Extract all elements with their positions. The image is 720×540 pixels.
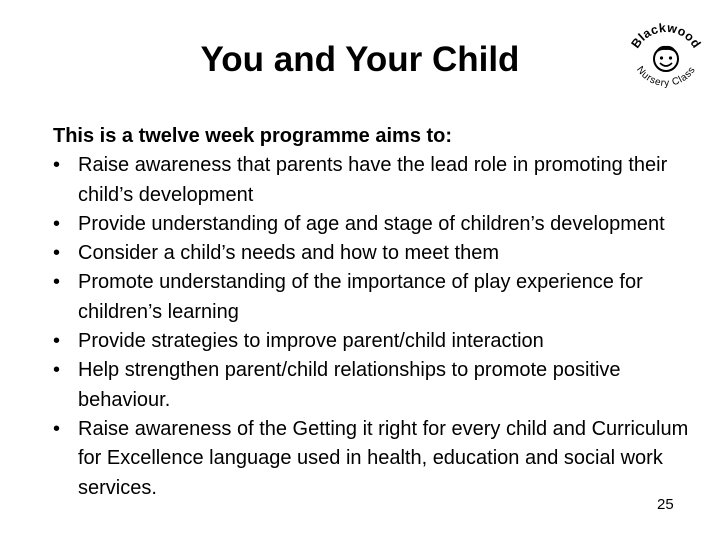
- bullet-item: [53, 356, 693, 415]
- bullet-text: Promote understanding of the importance of play experience for children’s learning: [78, 271, 643, 323]
- logo-text-bottom: Nursery Class: [634, 64, 698, 90]
- bullet-text: Help strengthen parent/child relationships to promote positive behaviour.: [78, 359, 621, 411]
- bullet-text: Raise awareness that parents have the lead role in promoting their child’s development: [78, 154, 668, 206]
- bullet-icon: •: [53, 330, 61, 353]
- bullet-text: Provide strategies to improve parent/child interaction: [78, 330, 544, 353]
- svg-text:Nursery Class: [634, 64, 698, 89]
- blackwood-nursery-class-logo: [620, 12, 712, 104]
- bullet-item: [53, 327, 693, 356]
- bullet-item: [53, 268, 693, 327]
- slide-body: [53, 122, 693, 503]
- bullet-text: Provide understanding of age and stage of children’s development: [78, 212, 665, 235]
- bullet-icon: •: [53, 154, 61, 177]
- intro-text: This is a twelve week programme aims to:: [53, 125, 453, 147]
- bullet-icon: •: [53, 212, 61, 235]
- bullet-text: Raise awareness of the Getting it right for every child and Curriculum for Excellence language used in health, education and social work services.: [78, 417, 689, 499]
- smiley-face-icon: [654, 46, 678, 71]
- bullet-item: [53, 210, 693, 239]
- bullet-text: Consider a child’s needs and how to meet them: [78, 242, 499, 265]
- bullet-item: [53, 415, 693, 503]
- slide-title: You and Your Child: [200, 40, 520, 79]
- bullet-item: [53, 151, 693, 210]
- bullet-list: [53, 151, 693, 503]
- bullet-icon: •: [53, 417, 61, 440]
- slide-number: 25: [657, 496, 674, 513]
- bullet-icon: •: [53, 242, 61, 265]
- bullet-icon: •: [53, 271, 61, 294]
- bullet-icon: •: [53, 359, 61, 382]
- logo-text-top: Blackwood: [628, 20, 704, 51]
- bullet-item: [53, 239, 693, 268]
